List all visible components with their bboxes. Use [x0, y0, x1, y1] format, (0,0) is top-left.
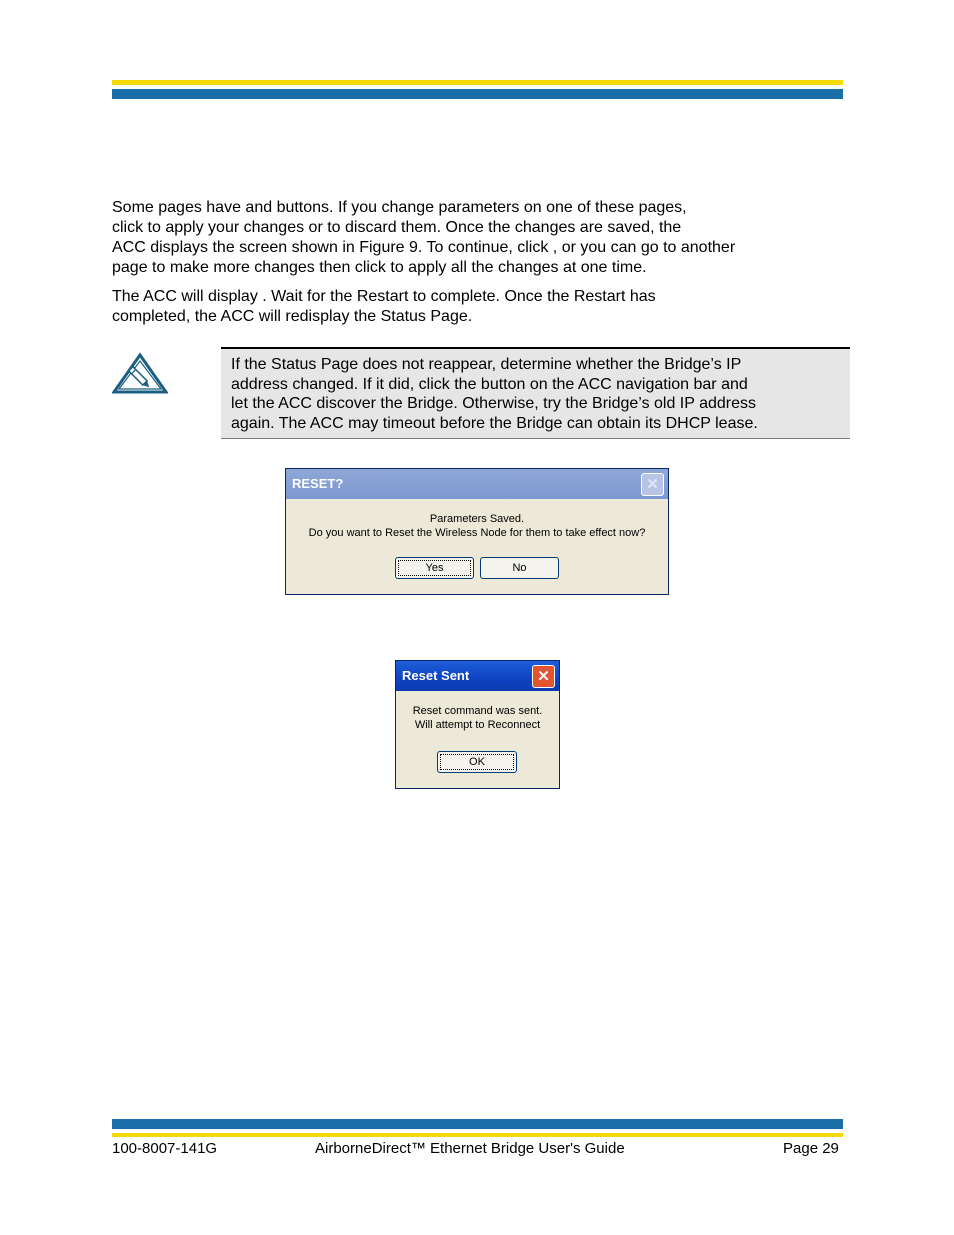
ok-button[interactable]: OK [437, 751, 517, 773]
note-line: let the ACC discover the Bridge. Otherwise, try the Bridge’s old IP address [231, 395, 756, 412]
pencil-note-icon [112, 352, 168, 394]
footer-title: AirborneDirect™ Ethernet Bridge User's Guide [315, 1140, 625, 1157]
paragraph-line: The ACC will display . Wait for the Restart to complete. Once the Restart has [112, 288, 656, 305]
no-button[interactable]: No [480, 557, 559, 579]
footer-doc-number: 100-8007-141G [112, 1140, 218, 1157]
close-icon[interactable]: ✕ [532, 665, 555, 688]
paragraph-line: click to apply your changes or to discard them. Once the changes are saved, the [112, 219, 682, 236]
header-yellow-bar [112, 80, 843, 85]
paragraph-line: Some pages have and buttons. If you change parameters on one of these pages, [112, 199, 687, 216]
note-line: If the Status Page does not reappear, determine whether the Bridge’s IP [231, 356, 742, 373]
footer-yellow-bar [112, 1133, 843, 1137]
paragraph-line: page to make more changes then click to apply all the changes at one time. [112, 259, 647, 276]
reset-sent-message: Will attempt to Reconnect [414, 719, 541, 731]
footer-blue-bar [112, 1119, 843, 1129]
reset-sent-message: Reset command was sent. [412, 705, 543, 717]
reset-dialog-message: Do you want to Reset the Wireless Node for them to take effect now? [308, 527, 646, 539]
note-line: address changed. If it did, click the button on the ACC navigation bar and [231, 376, 748, 393]
note-line: again. The ACC may timeout before the Bridge can obtain its DHCP lease. [231, 415, 758, 432]
footer-page-number: Page 29 [783, 1140, 839, 1157]
reset-sent-dialog [395, 660, 560, 789]
close-icon[interactable]: ✕ [641, 473, 664, 496]
header-blue-bar [112, 89, 843, 99]
reset-dialog-title: RESET? [286, 469, 668, 499]
reset-sent-dialog-title: Reset Sent [396, 661, 559, 691]
paragraph-line: completed, the ACC will redisplay the Status Page. [112, 308, 473, 325]
paragraph-line: ACC displays the screen shown in Figure 9. To continue, click , or you can go to another [112, 239, 736, 256]
reset-dialog-message: Parameters Saved. [429, 513, 525, 525]
yes-button[interactable]: Yes [395, 557, 474, 579]
reset-dialog [285, 468, 669, 595]
